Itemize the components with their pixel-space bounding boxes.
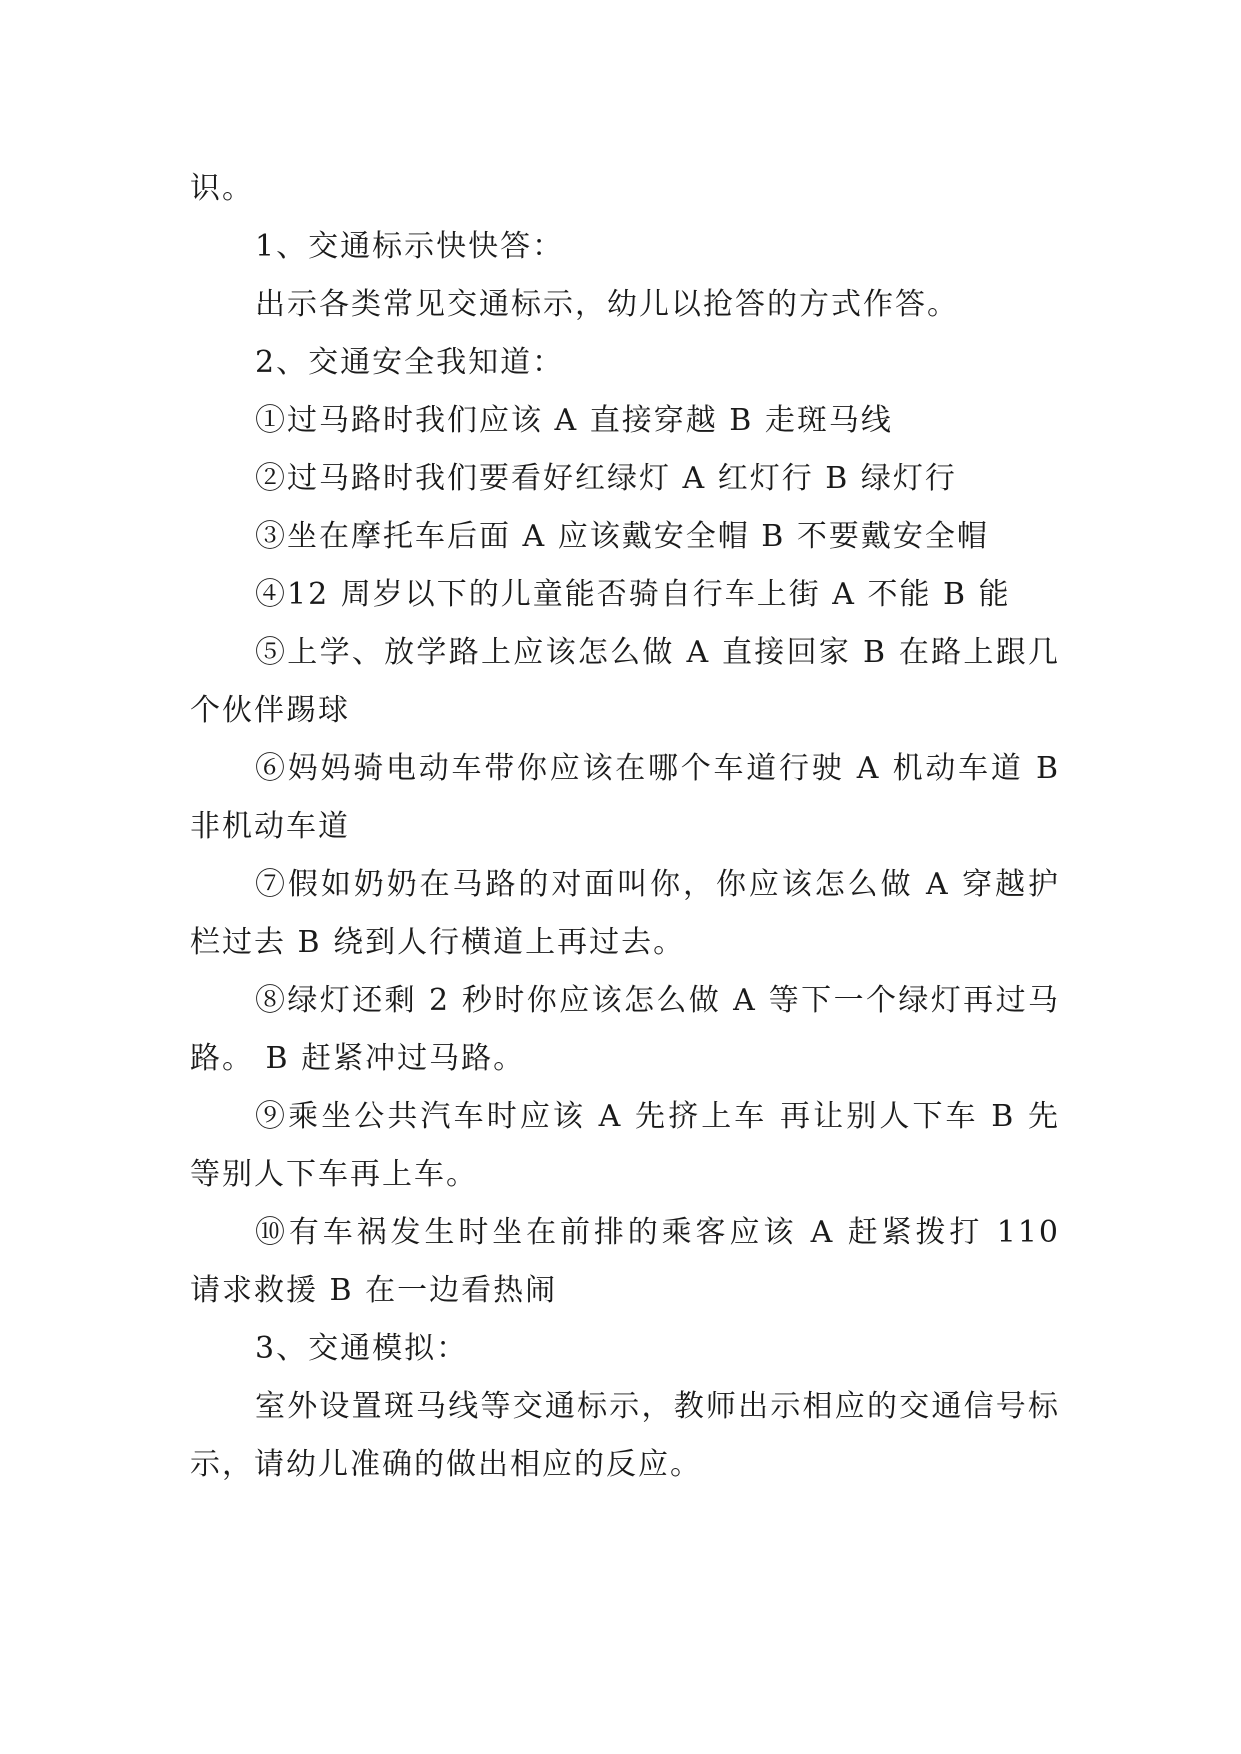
- paragraph-sign-quiz-desc: 出示各类常见交通标示，幼儿以抢答的方式作答。: [255, 287, 959, 322]
- section-heading-safety-knowledge: 2、交通安全我知道：: [255, 345, 565, 380]
- question-item-9: ⑨乘坐公共汽车时应该 A 先挤上车 再让别人下车 B 先等别人下车再上车。: [190, 1099, 1060, 1192]
- question-item-4: ④12 周岁以下的儿童能否骑自行车上街 A 不能 B 能: [255, 577, 1011, 612]
- question-item-8: ⑧绿灯还剩 2 秒时你应该怎么做 A 等下一个绿灯再过马路。 B 赶紧冲过马路。: [190, 983, 1060, 1076]
- paragraph-continuation: 识。: [190, 171, 254, 206]
- question-item-2: ②过马路时我们要看好红绿灯 A 红灯行 B 绿灯行: [255, 461, 957, 496]
- section-heading-traffic-simulation: 3、交通模拟：: [255, 1331, 469, 1366]
- question-item-7: ⑦假如奶奶在马路的对面叫你，你应该怎么做 A 穿越护栏过去 B 绕到人行横道上再过去。: [190, 867, 1060, 960]
- paragraph-traffic-simulation-desc: 室外设置斑马线等交通标示，教师出示相应的交通信号标示，请幼儿准确的做出相应的反应。: [190, 1389, 1060, 1482]
- question-item-3: ③坐在摩托车后面 A 应该戴安全帽 B 不要戴安全帽: [255, 519, 989, 554]
- question-item-5: ⑤上学、放学路上应该怎么做 A 直接回家 B 在路上跟几个伙伴踢球: [190, 635, 1060, 728]
- question-item-6: ⑥妈妈骑电动车带你应该在哪个车道行驶 A 机动车道 B 非机动车道: [190, 751, 1060, 844]
- question-item-10: ⑩有车祸发生时坐在前排的乘客应该 A 赶紧拨打 110 请求救援 B 在一边看热闹: [190, 1215, 1060, 1308]
- section-heading-sign-quiz: 1、交通标示快快答：: [255, 229, 565, 264]
- document-body: [190, 160, 1060, 1494]
- question-item-1: ①过马路时我们应该 A 直接穿越 B 走斑马线: [255, 403, 893, 438]
